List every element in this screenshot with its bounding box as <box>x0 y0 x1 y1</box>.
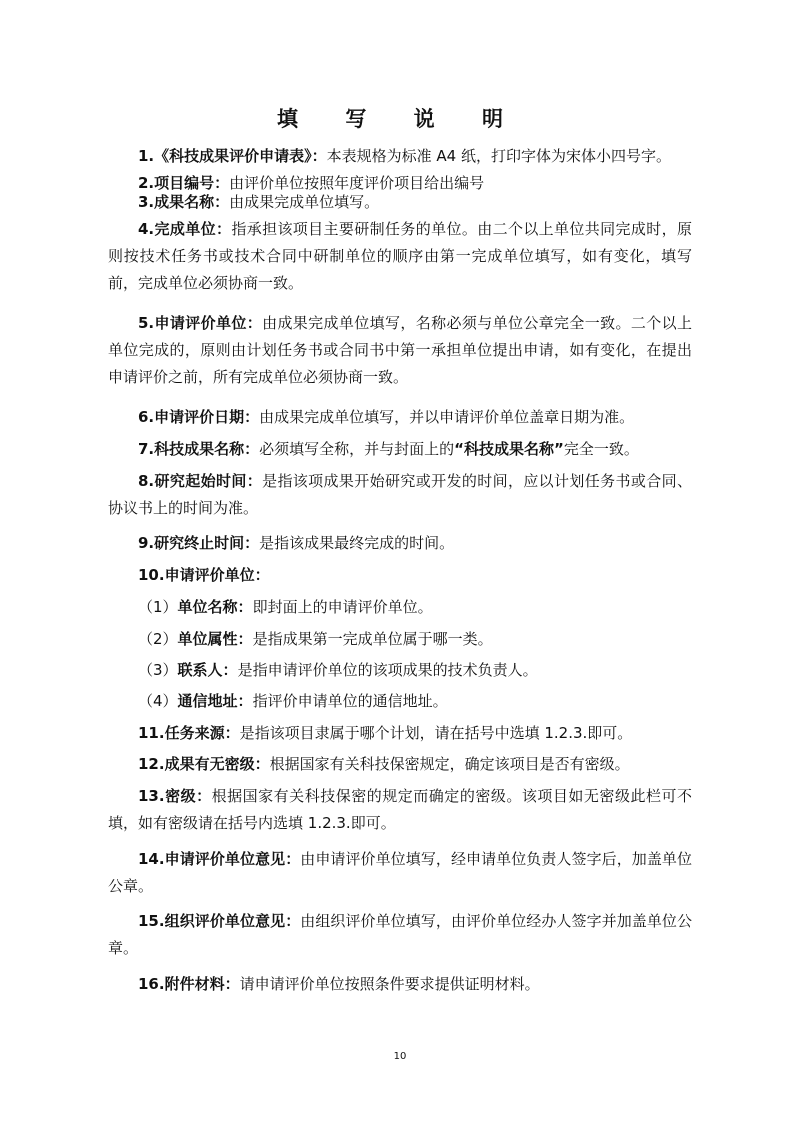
instruction-item-9: 9.研究终止时间：是指该成果最终完成的时间。 <box>138 534 455 552</box>
instruction-item-2: 2.项目编号：由评价单位按照年度评价项目给出编号 <box>138 174 485 192</box>
instruction-item-14: 14.申请评价单位意见：由申请评价单位填写，经申请单位负责人签字后，加盖单位公章。 <box>108 850 692 895</box>
page-title: 填 写 说 明 <box>277 106 523 131</box>
instruction-item-6: 6.申请评价日期：由成果完成单位填写，并以申请评价单位盖章日期为准。 <box>138 408 635 426</box>
instruction-subitem-3: （3）联系人：是指申请评价单位的该项成果的技术负责人。 <box>138 661 538 679</box>
instruction-item-12: 12.成果有无密级：根据国家有关科技保密规定，确定该项目是否有密级。 <box>138 755 630 773</box>
instruction-item-11: 11.任务来源：是指该项目隶属于哪个计划，请在括号中选填 1.2.3.即可。 <box>138 724 633 742</box>
instruction-item-16: 16.附件材料：请申请评价单位按照条件要求提供证明材料。 <box>138 975 540 993</box>
instruction-item-13: 13.密级：根据国家有关科技保密的规定而确定的密级。该项目如无密级此栏可不填，如有密级请在括号内选填 1.2.3.即可。 <box>108 787 692 832</box>
instruction-item-3: 3.成果名称：由成果完成单位填写。 <box>138 193 380 211</box>
instruction-item-10: 10.申请评价单位： <box>138 566 270 584</box>
instruction-item-4: 4.完成单位：指承担该项目主要研制任务的单位。由二个以上单位共同完成时，原则按技术任务书或技术合同中研制单位的顺序由第一完成单位填写，如有变化，填写前，完成单位必须协商一致。 <box>108 220 692 292</box>
instruction-item-15: 15.组织评价单位意见：由组织评价单位填写，由评价单位经办人签字并加盖单位公章。 <box>108 912 692 957</box>
instruction-item-7: 7.科技成果名称：必须填写全称，并与封面上的“科技成果名称”完全一致。 <box>138 440 639 458</box>
instruction-subitem-2: （2）单位属性：是指成果第一完成单位属于哪一类。 <box>138 630 493 648</box>
instruction-item-5: 5.申请评价单位：由成果完成单位填写，名称必须与单位公章完全一致。二个以上单位完成的，原则由计划任务书或合同书中第一承担单位提出申请，如有变化，在提出申请评价之前，所有完成单位必须协商一致。 <box>108 314 692 386</box>
instruction-subitem-1: （1）单位名称：即封面上的申请评价单位。 <box>138 598 433 616</box>
instruction-item-1: 1.《科技成果评价申请表》：本表规格为标准 A4 纸，打印字体为宋体小四号字。 <box>138 147 671 165</box>
page-number: 10 <box>393 1051 407 1062</box>
instruction-item-8: 8.研究起始时间：是指该项成果开始研究或开发的时间，应以计划任务书或合同、协议书上的时间为准。 <box>108 472 692 517</box>
instruction-subitem-4: （4）通信地址：指评价申请单位的通信地址。 <box>138 692 448 710</box>
